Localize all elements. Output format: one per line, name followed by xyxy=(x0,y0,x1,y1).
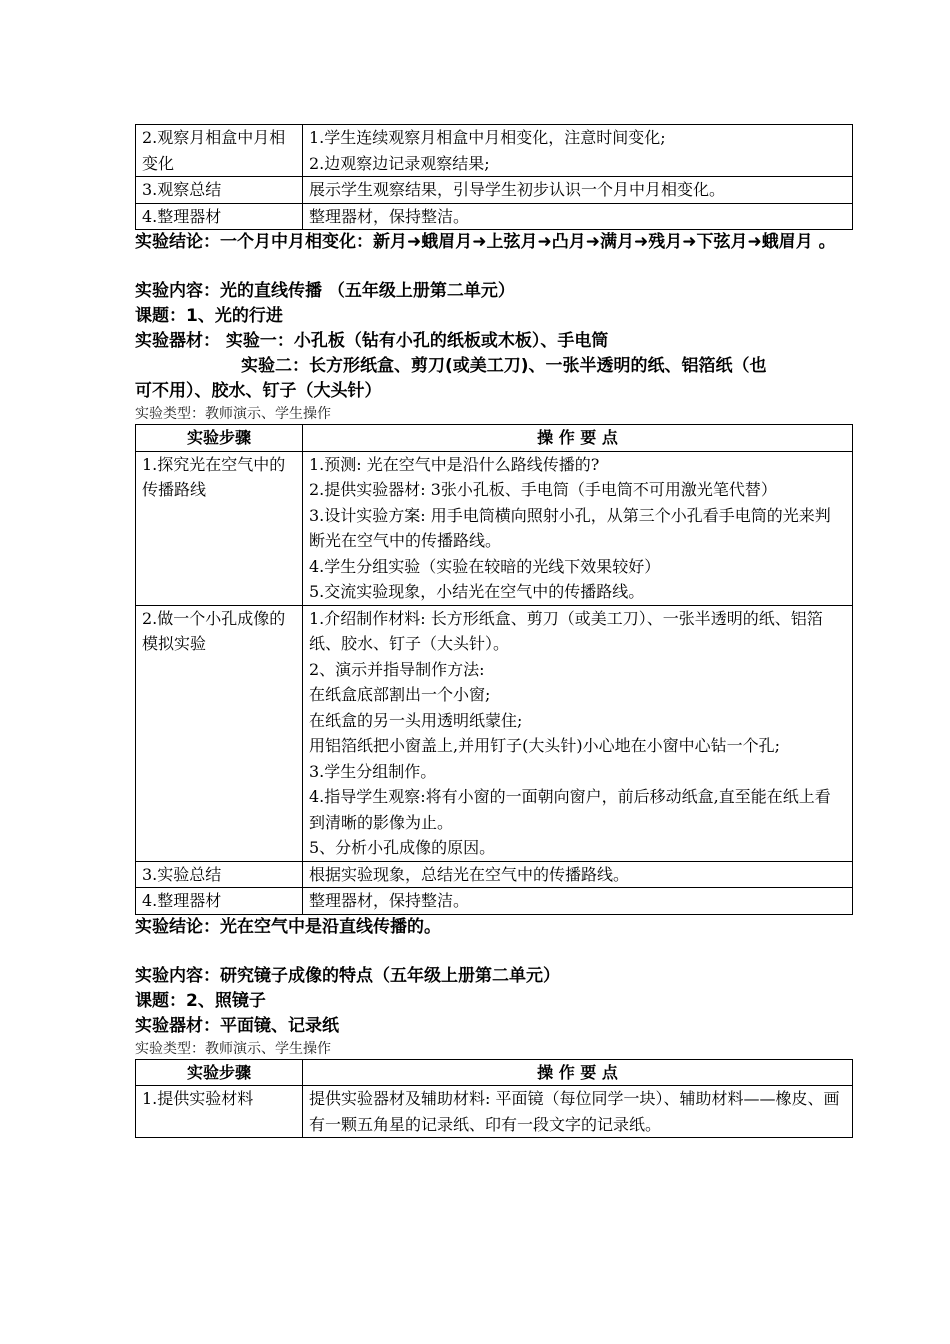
header-step: 实验步骤 xyxy=(136,425,303,452)
table-row xyxy=(136,861,853,888)
point-text: 用铝箔纸把小窗盖上,并用钉子(大头针)小心地在小窗中心钻一个孔; xyxy=(309,736,780,755)
point-text: 2、演示并指导制作方法: xyxy=(309,659,485,679)
point-text: 3.学生分组制作。 xyxy=(309,761,437,781)
table-row xyxy=(136,125,853,177)
table-moon-phase xyxy=(135,124,853,230)
step-cell: 4.整理器材 xyxy=(136,203,303,230)
table-header-row xyxy=(136,1059,853,1086)
step-cell: 1.提供实验材料 xyxy=(136,1086,303,1138)
exp3-topic: 课题：2、照镜子 xyxy=(135,990,266,1011)
point-text: 2.边观察边记录观察结果; xyxy=(309,153,490,173)
point-text: 5.交流实验现象，小结光在空气中的传播路线。 xyxy=(309,582,645,601)
exp3-content: 实验内容：研究镜子成像的特点（五年级上册第二单元） xyxy=(135,965,560,986)
points-cell: 整理器材，保持整洁。 xyxy=(303,203,853,230)
point-text: 1.学生连续观察月相盒中月相变化，注意时间变化; xyxy=(309,128,666,147)
step-cell: 1.探究光在空气中的传播路线 xyxy=(136,451,303,605)
document-page xyxy=(135,124,853,1138)
exp2-content: 实验内容：光的直线传播 （五年级上册第二单元） xyxy=(135,281,515,301)
point-text: 2.提供实验器材: 3张小孔板、手电筒（手电筒不可用激光笔代替） xyxy=(309,480,777,499)
step-cell: 3.实验总结 xyxy=(136,861,303,888)
header-step: 实验步骤 xyxy=(136,1059,303,1086)
point-text: 4.指导学生观察:将有小窗的一面朝向窗户，前后移动纸盒,直至能在纸上看到清晰的影像为止。 xyxy=(309,787,831,832)
step-cell: 3.观察总结 xyxy=(136,177,303,204)
points-cell: 提供实验器材及辅助材料: 平面镜（每位同学一块）、辅助材料——橡皮、画有一颗五角星的记录纸、印有一段文字的记录纸。 xyxy=(303,1086,853,1138)
step-cell: 2.做一个小孔成像的模拟实验 xyxy=(136,605,303,861)
conclusion-2: 实验结论：光在空气中是沿直线传播的。 xyxy=(135,916,441,937)
point-text: 1.预测: 光在空气中是沿什么路线传播的? xyxy=(309,454,600,474)
exp2-topic: 课题：1、光的行进 xyxy=(135,306,283,326)
table-row xyxy=(136,888,853,915)
points-cell xyxy=(303,451,853,605)
exp3-equipment: 实验器材：平面镜、记录纸 xyxy=(135,1015,339,1036)
points-cell: 整理器材，保持整洁。 xyxy=(303,888,853,915)
point-text: 1.介绍制作材料: 长方形纸盒、剪刀（或美工刀）、一张半透明的纸、铝箔纸、胶水、钉子（大头针）。 xyxy=(309,608,823,653)
exp3-type: 实验类型：教师演示、学生操作 xyxy=(135,1040,331,1057)
points-cell: 根据实验现象，总结光在空气中的传播路线。 xyxy=(303,861,853,888)
exp2-equipment-2: 实验二：长方形纸盒、剪刀(或美工刀)、一张半透明的纸、铝箔纸（也 xyxy=(241,356,767,376)
table-row xyxy=(136,605,853,861)
points-cell: 展示学生观察结果，引导学生初步认识一个月中月相变化。 xyxy=(303,177,853,204)
table-light xyxy=(135,424,853,915)
table-row xyxy=(136,203,853,230)
exp2-equipment-1: 实验器材： 实验一：小孔板（钻有小孔的纸板或木板）、手电筒 xyxy=(135,331,609,351)
step-cell: 2.观察月相盒中月相变化 xyxy=(136,125,303,177)
header-points: 操 作 要 点 xyxy=(303,1059,853,1086)
exp2-type: 实验类型：教师演示、学生操作 xyxy=(135,406,331,422)
point-text: 3.设计实验方案: 用手电筒横向照射小孔，从第三个小孔看手电筒的光来判断光在空气中的传播路线。 xyxy=(309,505,831,550)
exp2-equipment-3: 可不用）、胶水、钉子（大头针） xyxy=(135,381,382,401)
point-text: 5、分析小孔成像的原因。 xyxy=(309,838,496,857)
point-text: 在纸盒的另一头用透明纸蒙住; xyxy=(309,710,523,730)
table-row xyxy=(136,177,853,204)
table-row xyxy=(136,451,853,605)
table-mirror xyxy=(135,1059,853,1139)
points-cell xyxy=(303,605,853,861)
header-points: 操 作 要 点 xyxy=(303,425,853,452)
conclusion-1: 实验结论：一个月中月相变化：新月➜蛾眉月➜上弦月➜凸月➜满月➜残月➜下弦月➜蛾眉月 。 xyxy=(135,232,836,252)
point-text: 在纸盒底部割出一个小窗; xyxy=(309,685,491,704)
point-text: 4.学生分组实验（实验在较暗的光线下效果较好） xyxy=(309,556,661,576)
step-cell: 4.整理器材 xyxy=(136,888,303,915)
points-cell xyxy=(303,125,853,177)
table-row xyxy=(136,1086,853,1138)
table-header-row xyxy=(136,425,853,452)
